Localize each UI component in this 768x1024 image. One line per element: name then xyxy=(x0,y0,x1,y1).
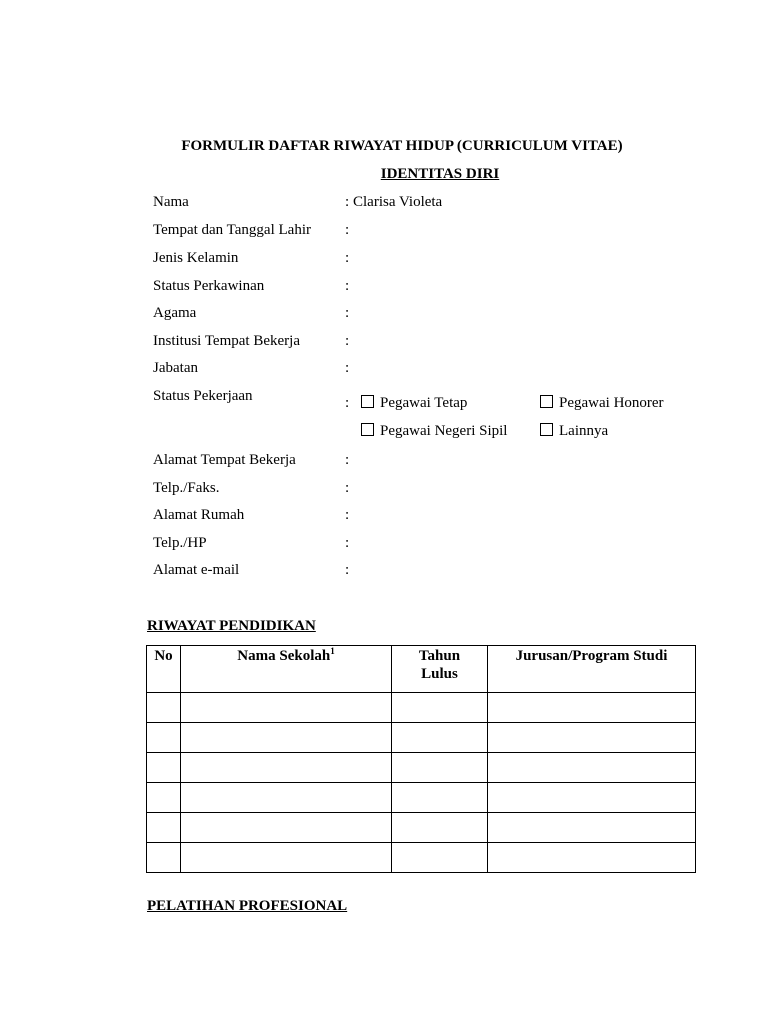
table-cell[interactable] xyxy=(147,723,181,753)
field-label-telp-hp: Telp./HP xyxy=(153,535,207,551)
option-lainnya[interactable] xyxy=(540,423,608,440)
field-label-alamat-rumah: Alamat Rumah xyxy=(153,507,245,523)
pelatihan-heading: PELATIHAN PROFESIONAL xyxy=(147,898,348,914)
table-cell[interactable] xyxy=(392,693,488,723)
table-cell[interactable] xyxy=(392,723,488,753)
option-label: Pegawai Negeri Sipil xyxy=(380,423,508,439)
field-label-status-perkawinan: Status Perkawinan xyxy=(153,278,265,294)
field-label-alamat-email: Alamat e-mail xyxy=(153,562,240,578)
checkbox-icon[interactable] xyxy=(540,423,553,436)
option-label: Pegawai Tetap xyxy=(380,395,468,411)
identitas-heading: IDENTITAS DIRI xyxy=(380,166,500,182)
table-cell[interactable] xyxy=(392,783,488,813)
table-cell[interactable] xyxy=(147,843,181,873)
table-row xyxy=(147,753,696,783)
field-colon: : xyxy=(345,562,350,578)
field-label-jabatan: Jabatan xyxy=(153,360,198,376)
field-label-tempat-tanggal-lahir: Tempat dan Tanggal Lahir xyxy=(153,222,311,238)
table-row xyxy=(147,843,696,873)
table-cell[interactable] xyxy=(147,693,181,723)
column-header-nama-sekolah: Nama Sekolah$^1$ xyxy=(181,646,392,693)
field-label-agama: Agama xyxy=(153,305,197,321)
field-colon: : xyxy=(345,194,350,210)
field-label-jenis-kelamin: Jenis Kelamin xyxy=(153,250,239,266)
footnote-marker: 1 xyxy=(330,646,335,656)
field-colon: : xyxy=(345,333,350,349)
option-pegawai-tetap[interactable] xyxy=(361,395,467,412)
table-cell[interactable] xyxy=(488,843,696,873)
table-cell[interactable] xyxy=(392,813,488,843)
column-header-tahun-lulus: Tahun Lulus xyxy=(392,646,488,693)
field-value-nama[interactable]: Clarisa Violeta xyxy=(353,194,443,210)
field-colon: : xyxy=(345,535,350,551)
table-cell[interactable] xyxy=(488,813,696,843)
checkbox-icon[interactable] xyxy=(361,423,374,436)
table-cell[interactable] xyxy=(392,843,488,873)
table-cell[interactable] xyxy=(488,753,696,783)
field-colon: : xyxy=(345,360,350,376)
field-colon: : xyxy=(345,250,350,266)
table-row xyxy=(147,693,696,723)
option-label: Pegawai Honorer xyxy=(559,395,664,411)
field-label-alamat-tempat-bekerja: Alamat Tempat Bekerja xyxy=(153,452,296,468)
table-cell[interactable] xyxy=(488,723,696,753)
table-cell[interactable] xyxy=(147,753,181,783)
field-colon: : xyxy=(345,222,350,238)
field-label-telp-faks: Telp./Faks. xyxy=(153,480,220,496)
field-colon: : xyxy=(345,480,350,496)
table-row xyxy=(147,723,696,753)
column-header-no: No xyxy=(147,646,181,693)
option-pegawai-honorer[interactable] xyxy=(540,395,664,412)
field-colon: : xyxy=(345,305,350,321)
table-cell[interactable] xyxy=(181,753,392,783)
field-colon: : xyxy=(345,395,350,411)
form-title: FORMULIR DAFTAR RIWAYAT HIDUP (CURRICULUM VITAE) xyxy=(181,138,623,154)
table-row xyxy=(147,813,696,843)
field-colon: : xyxy=(345,452,350,468)
checkbox-icon[interactable] xyxy=(361,395,374,408)
table-row xyxy=(147,783,696,813)
table-cell[interactable] xyxy=(147,813,181,843)
option-label: Lainnya xyxy=(559,423,609,439)
table-cell[interactable] xyxy=(488,783,696,813)
option-pegawai-negeri-sipil[interactable] xyxy=(361,423,507,440)
column-header-jurusan: Jurusan/Program Studi xyxy=(488,646,696,693)
field-colon: : xyxy=(345,278,350,294)
pendidikan-heading: RIWAYAT PENDIDIKAN xyxy=(147,618,316,634)
table-cell[interactable] xyxy=(181,813,392,843)
table-cell[interactable] xyxy=(181,723,392,753)
table-cell[interactable] xyxy=(488,693,696,723)
field-label-nama: Nama xyxy=(153,194,189,210)
field-label-status-pekerjaan: Status Pekerjaan xyxy=(153,388,253,404)
table-cell[interactable] xyxy=(181,783,392,813)
table-cell[interactable] xyxy=(181,693,392,723)
table-header-row xyxy=(147,646,696,693)
field-colon: : xyxy=(345,507,350,523)
table-cell[interactable] xyxy=(147,783,181,813)
table-cell[interactable] xyxy=(181,843,392,873)
pendidikan-table xyxy=(146,645,696,873)
table-cell[interactable] xyxy=(392,753,488,783)
field-label-institusi: Institusi Tempat Bekerja xyxy=(153,333,300,349)
checkbox-icon[interactable] xyxy=(540,395,553,408)
